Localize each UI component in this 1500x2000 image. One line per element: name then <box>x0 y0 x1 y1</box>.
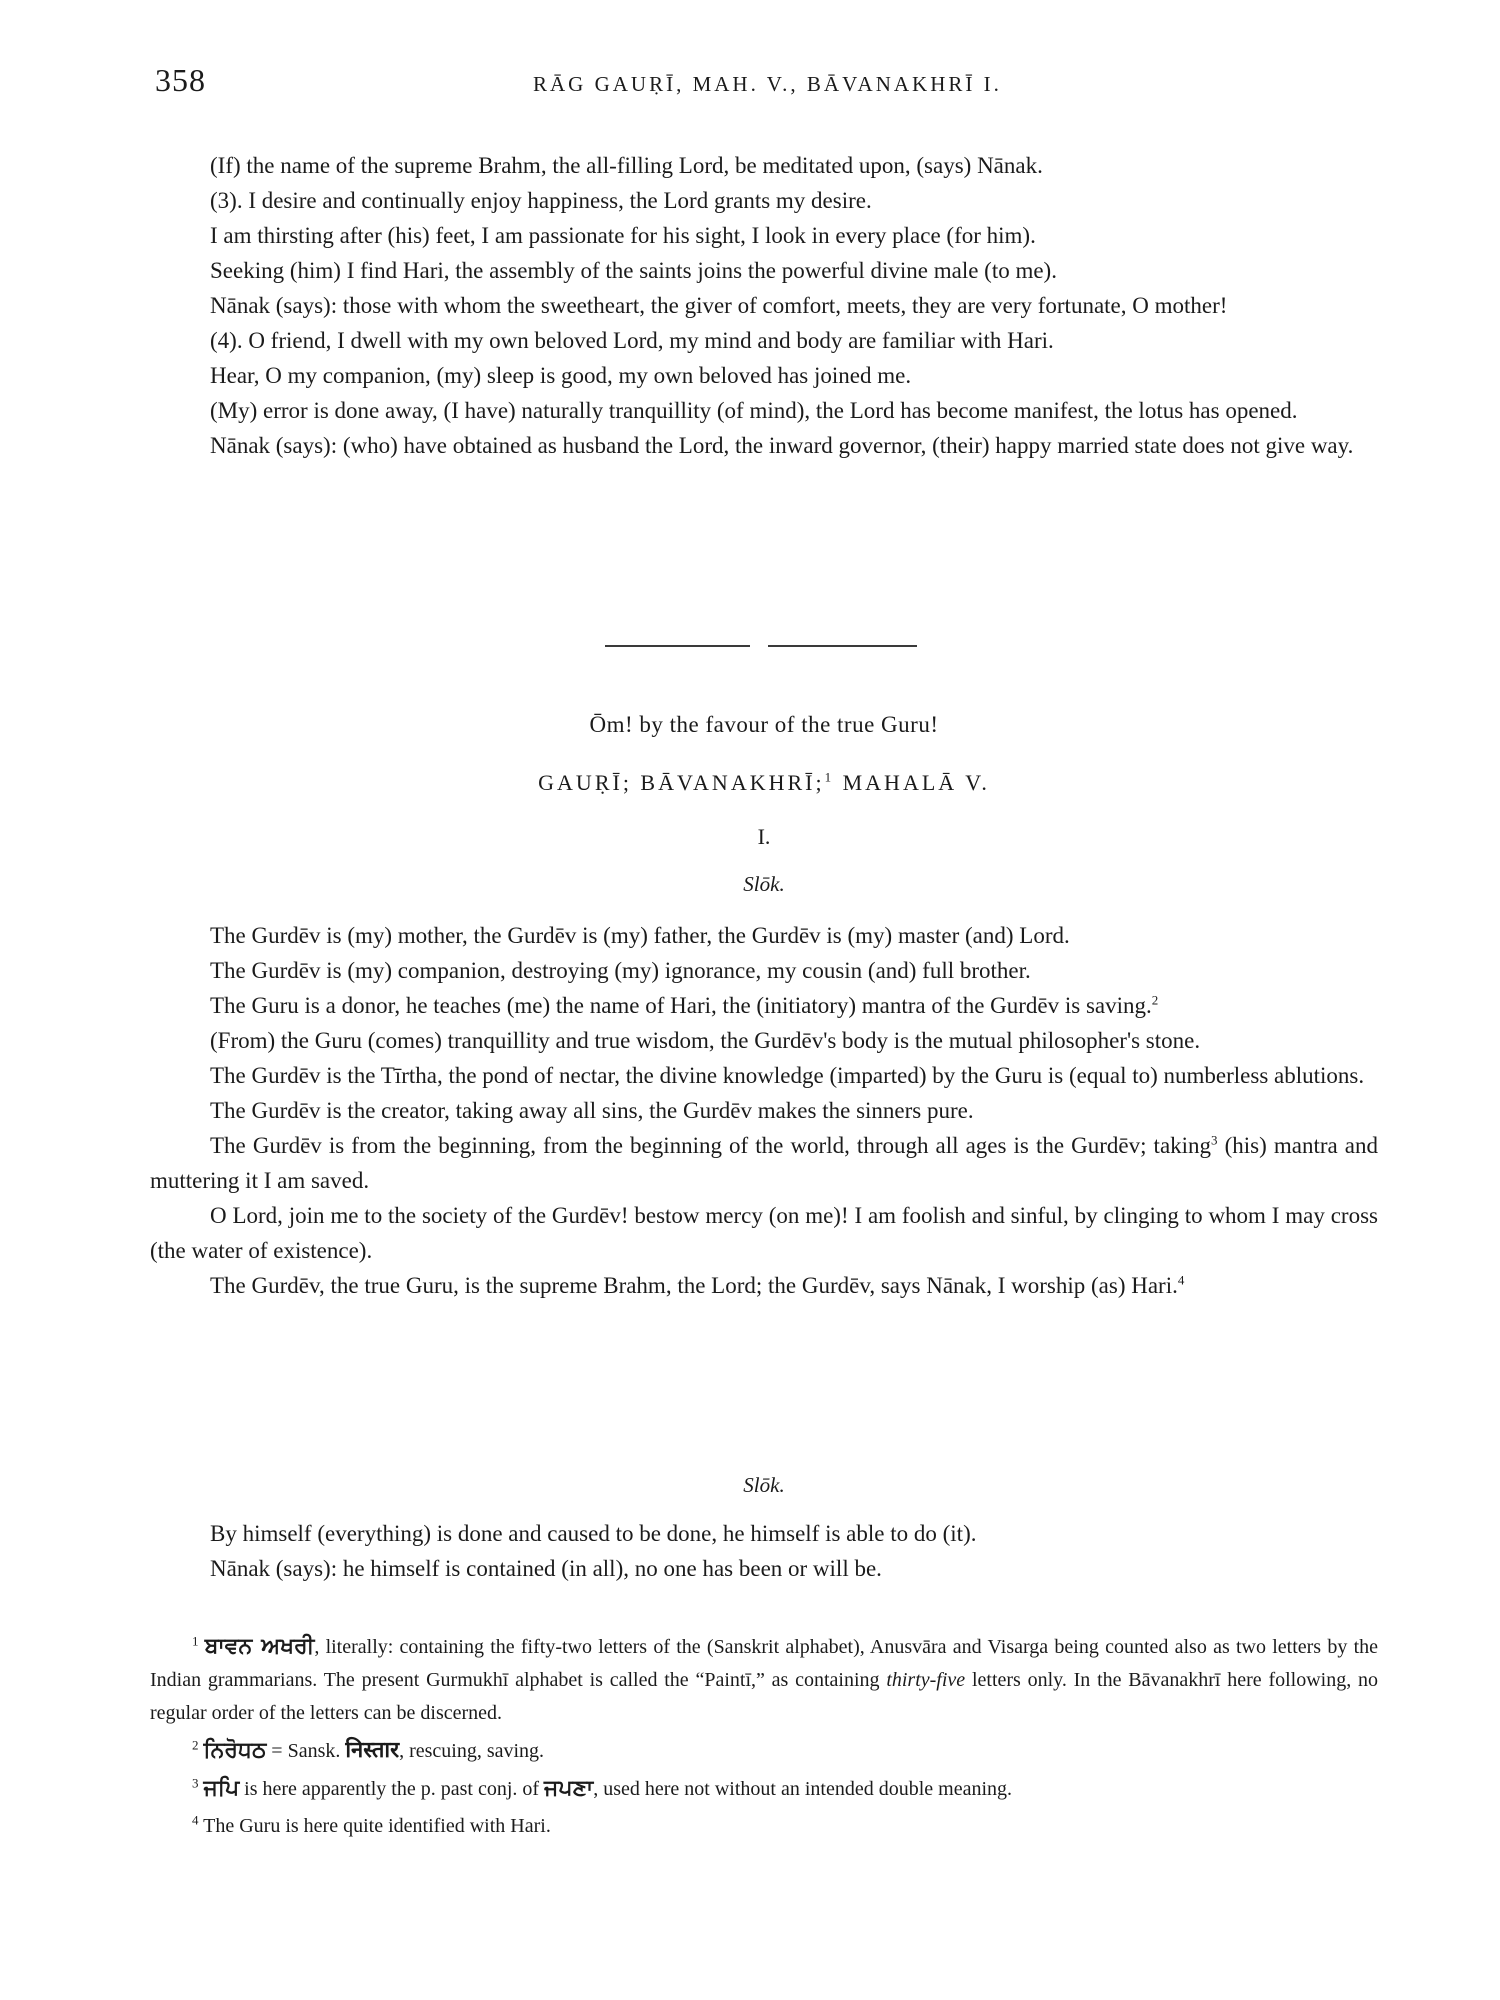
paragraph: Nānak (says): he himself is contained (in all), no one has been or will be. <box>210 1556 882 1581</box>
paragraph: I am thirsting after (his) feet, I am passionate for his sight, I look in every place (for him). <box>210 223 1036 248</box>
paragraph: The Gurdēv is (my) mother, the Gurdēv is (my) father, the Gurdēv is (my) master (and) Lord. <box>210 923 1070 948</box>
slok-label: Slōk. <box>743 1473 785 1497</box>
footnote-text: letters only. In the Bāvanakhrī here following, no regular order of the letters can be discerned. <box>150 1669 1378 1724</box>
footnote-italic: thirty-five <box>886 1669 966 1691</box>
paragraph-text: The Gurdēv, the true Guru, is the supreme Brahm, the Lord; the Gurdēv, says Nānak, I worship (as) Hari. <box>210 1273 1178 1298</box>
footnote-text: The Guru is here quite identified with Hari. <box>203 1815 551 1837</box>
paragraph: The Gurdēv is the creator, taking away all sins, the Gurdēv makes the sinners pure. <box>210 1098 974 1123</box>
middle-text-block <box>150 918 1378 1303</box>
footnote-text: , used here not without an intended double meaning. <box>593 1778 1013 1800</box>
paragraph: The Gurdēv is the Tīrtha, the pond of nectar, the divine knowledge (imparted) by the Guru is (equal to) numberless ablutions. <box>210 1063 1365 1088</box>
page-number: 358 <box>155 62 206 98</box>
gurmukhi-term: ਜਪਣਾ <box>544 1776 594 1801</box>
footnote-1 <box>150 1630 1378 1730</box>
page-header <box>155 62 1385 102</box>
gurmukhi-term: ਬਾਵਨ ਅਖਰੀ <box>204 1634 315 1659</box>
footnote-text: , literally: containing the fifty-two letters of the (Sanskrit alphabet), Anusvāra and Visarga being counted also as two letters by the Indian grammarians. The present Gurmukhī alphabet is called the “Paintī,” as containing <box>150 1636 1378 1691</box>
paragraph <box>150 1128 1378 1198</box>
paragraph: O Lord, join me to the society of the Gurdēv! bestow mercy (on me)! I am foolish and sinful, by clinging to whom I may cross (the water of existence). <box>150 1203 1378 1263</box>
paragraph: Seeking (him) I find Hari, the assembly of the saints joins the powerful divine male (to me). <box>210 258 1057 283</box>
footnote-ref: 4 <box>1177 1272 1185 1288</box>
paragraph: (My) error is done away, (I have) naturally tranquillity (of mind), the Lord has become manifest, the lotus has opened. <box>210 398 1298 423</box>
section-number: I. <box>757 824 771 849</box>
section-divider <box>605 645 917 647</box>
bottom-text-block <box>150 1516 1378 1586</box>
footnote-2 <box>150 1734 1378 1768</box>
footnote-ref: 2 <box>1151 992 1159 1008</box>
footnote-mark: 4 <box>192 1812 199 1828</box>
footnote-text: , rescuing, saving. <box>399 1740 545 1762</box>
paragraph: By himself (everything) is done and caused to be done, he himself is able to do (it). <box>210 1521 977 1546</box>
paragraph: (4). O friend, I dwell with my own beloved Lord, my mind and body are familiar with Hari. <box>210 328 1054 353</box>
footnote-ref: 3 <box>1211 1132 1218 1148</box>
paragraph: (If) the name of the supreme Brahm, the all-filling Lord, be meditated upon, (says) Nānak. <box>210 153 1043 178</box>
running-head: RĀG GAUṚĪ, MAH. V., BĀVANAKHRĪ I. <box>533 72 1002 96</box>
footnotes <box>150 1630 1378 1847</box>
footnote-text: = Sansk. <box>266 1740 346 1762</box>
paragraph: Nānak (says): (who) have obtained as husband the Lord, the inward governor, (their) happy married state does not give way. <box>210 433 1354 458</box>
paragraph-text: (his) mantra and muttering it I am saved. <box>150 1133 1378 1193</box>
footnote-mark: 2 <box>192 1737 199 1753</box>
paragraph <box>150 988 1378 1023</box>
section-title-main: GAUṚĪ; BĀVANAKHRĪ; <box>538 770 825 795</box>
paragraph: (From) the Guru (comes) tranquillity and true wisdom, the Gurdēv's body is the mutual philosopher's stone. <box>210 1028 1201 1053</box>
paragraph: Hear, O my companion, (my) sleep is good, my own beloved has joined me. <box>210 363 912 388</box>
footnote-3 <box>150 1772 1378 1806</box>
gurmukhi-term: ਨਿਰੋਧਠ <box>203 1738 267 1763</box>
paragraph-text: The Guru is a donor, he teaches (me) the name of Hari, the (initiatory) mantra of the Gurdēv is saving. <box>210 993 1152 1018</box>
invocation: Ōm! by the favour of the true Guru! <box>589 712 939 737</box>
slok-label: Slōk. <box>743 872 785 896</box>
footnote-mark: 1 <box>192 1633 199 1649</box>
footnote-ref: 1 <box>824 769 835 785</box>
section-title-suffix: MAHALĀ V. <box>842 770 990 795</box>
paragraph-text: The Gurdēv is from the beginning, from the beginning of the world, through all ages is the Gurdēv; taking <box>210 1133 1212 1158</box>
gurmukhi-term: ਜਪਿ <box>203 1776 240 1801</box>
paragraph: The Gurdēv is (my) companion, destroying (my) ignorance, my cousin (and) full brother. <box>210 958 1031 983</box>
section-title <box>150 770 1378 796</box>
paragraph: (3). I desire and continually enjoy happiness, the Lord grants my desire. <box>210 188 872 213</box>
devanagari-term: निस्तार <box>345 1738 400 1763</box>
footnote-mark: 3 <box>192 1775 199 1791</box>
paragraph <box>150 1268 1378 1303</box>
paragraph: Nānak (says): those with whom the sweetheart, the giver of comfort, meets, they are very fortunate, O mother! <box>210 293 1228 318</box>
footnote-4 <box>150 1810 1378 1843</box>
footnote-text: is here apparently the p. past conj. of <box>239 1778 545 1800</box>
top-text-block <box>150 148 1378 463</box>
